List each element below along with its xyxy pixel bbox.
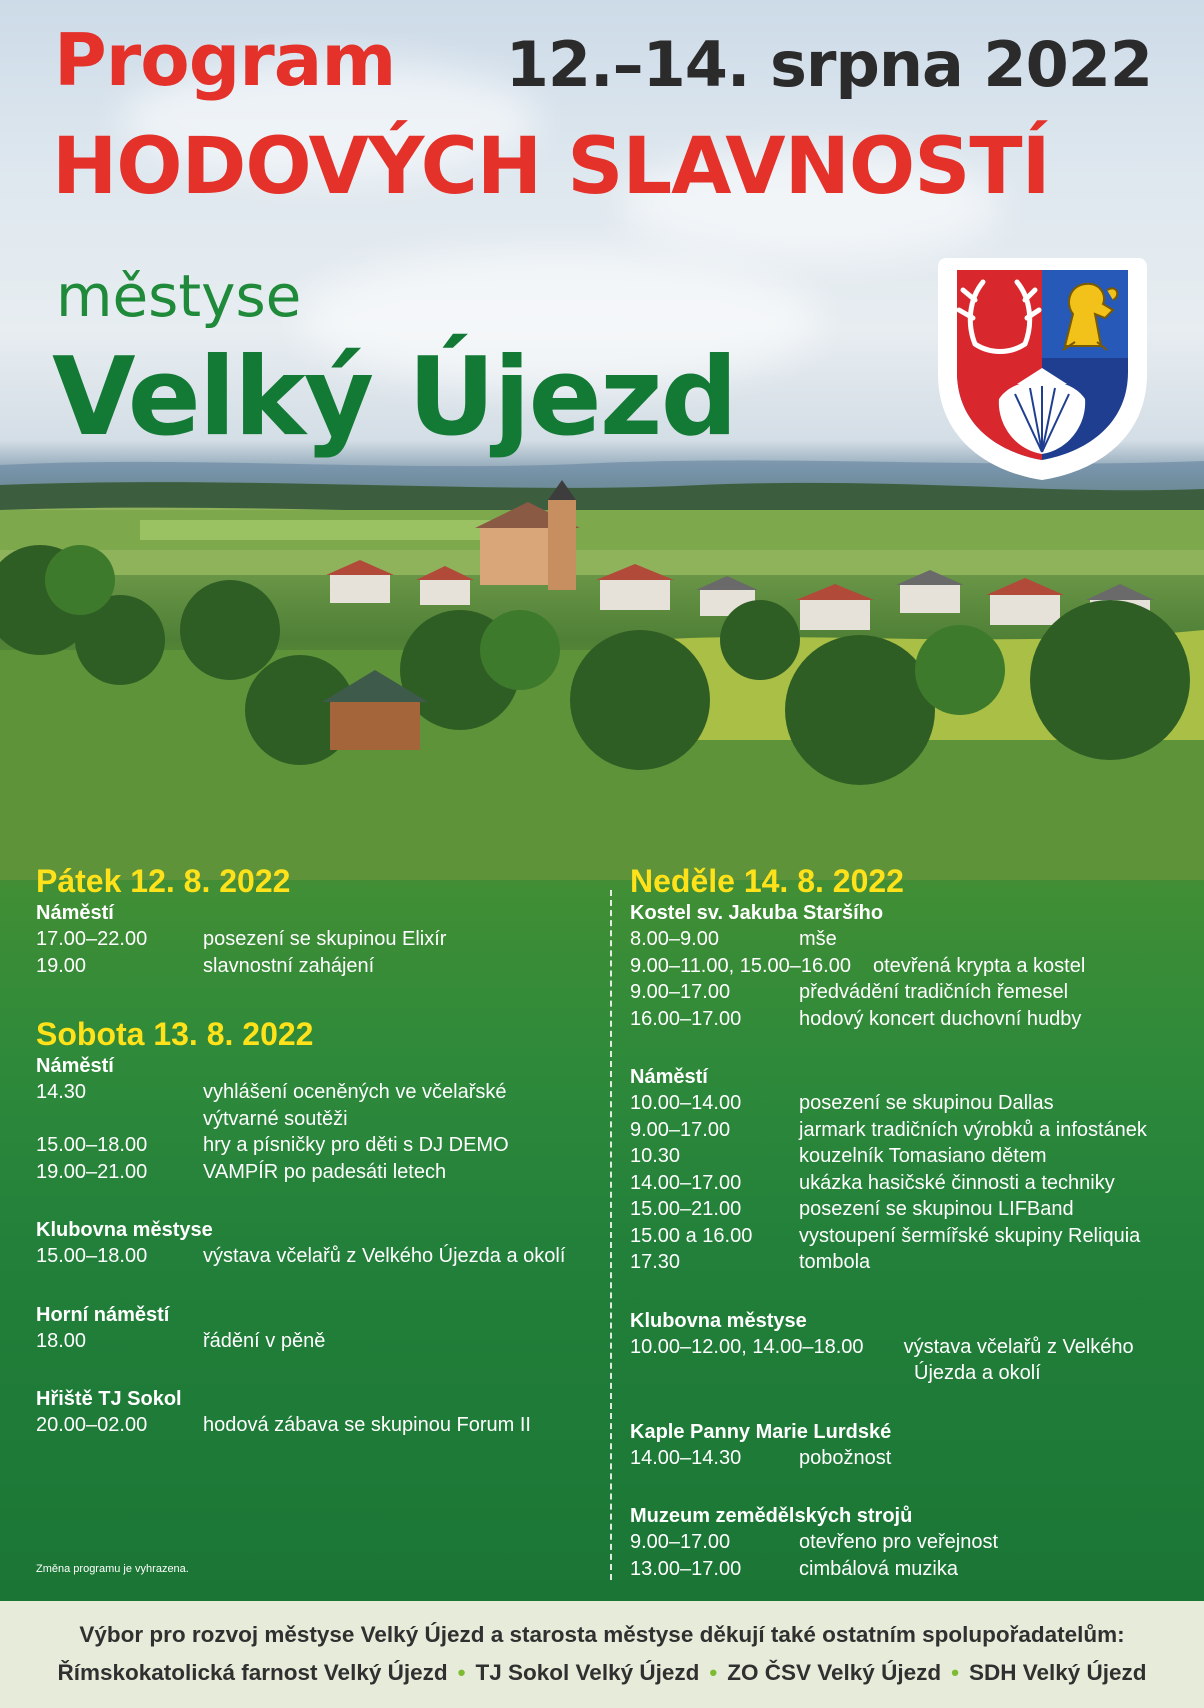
event-time: 14.00–17.00	[630, 1171, 742, 1194]
event-time: 18.00	[36, 1329, 87, 1352]
event-desc: mše	[799, 928, 837, 950]
event-desc: posezení se skupinou Elixír	[203, 928, 447, 950]
event-desc: hodová zábava se skupinou Forum II	[203, 1414, 531, 1436]
event-time: 15.00–18.00	[36, 1134, 148, 1156]
schedule-row	[630, 1529, 1190, 1556]
event-desc: kouzelník Tomasiano dětem	[799, 1145, 1047, 1167]
event-desc: slavnostní zahájení	[203, 954, 375, 977]
event-time: 15.00–18.00	[36, 1245, 148, 1267]
event-desc: hodový koncert duchovní hudby	[799, 1007, 1082, 1030]
schedule-row	[630, 1556, 1190, 1583]
event-time: 17.30	[630, 1251, 681, 1273]
venue-heading: Náměstí	[36, 1055, 114, 1077]
footer-band	[0, 1601, 1204, 1708]
schedule-row	[630, 1143, 1190, 1170]
event-time: 14.00–14.30	[630, 1446, 742, 1469]
schedule-row	[630, 1334, 1190, 1361]
schedule-row	[36, 1132, 606, 1159]
event-desc: vystoupení šermířské skupiny Reliquia	[799, 1224, 1141, 1247]
program-change-note: Změna programu je vyhrazena.	[36, 1563, 189, 1575]
column-divider	[610, 890, 612, 1580]
schedule-row	[630, 1006, 1190, 1033]
partner-list	[0, 1660, 1204, 1686]
bullet-icon: •	[951, 1660, 959, 1685]
schedule-row	[630, 926, 1190, 953]
bullet-icon: •	[457, 1660, 466, 1685]
event-desc: otevřeno pro veřejnost	[799, 1531, 999, 1553]
venue-heading: Kaple Panny Marie Lurdské	[630, 1420, 892, 1443]
program-left-column	[36, 862, 606, 1439]
event-time: 10.00–14.00	[630, 1092, 742, 1114]
event-time: 9.00–11.00, 15.00–16.00	[630, 954, 851, 977]
schedule-row	[36, 953, 606, 980]
event-desc: otevřená krypta a kostel	[872, 954, 1086, 977]
festival-dates: 12.–14. srpna 2022	[505, 28, 1152, 101]
venue-heading: Hřiště TJ Sokol	[36, 1388, 182, 1410]
schedule-row	[630, 1445, 1190, 1472]
schedule-row	[36, 1106, 606, 1133]
bullet-icon: •	[709, 1660, 718, 1685]
event-time: 8.00–9.00	[630, 928, 719, 950]
event-time: 20.00–02.00	[36, 1414, 148, 1436]
day-heading-sunday: Neděle 14. 8. 2022	[630, 863, 904, 899]
program-label: Program	[54, 18, 396, 102]
event-desc: předvádění tradičních řemesel	[799, 981, 1069, 1003]
event-desc: posezení se skupinou Dallas	[799, 1092, 1054, 1114]
partner-name: Římskokatolická farnost Velký Újezd	[57, 1660, 448, 1685]
venue-heading: Náměstí	[36, 902, 114, 924]
event-desc: VAMPÍR po padesáti letech	[203, 1160, 447, 1183]
event-desc: hry a písničky pro děti s DJ DEMO	[203, 1134, 509, 1156]
event-desc: ukázka hasičské činnosti a techniky	[799, 1171, 1115, 1194]
schedule-row	[36, 926, 606, 953]
venue-heading: Klubovna městyse	[630, 1309, 807, 1332]
schedule-row	[36, 1159, 606, 1186]
schedule-row	[36, 1243, 606, 1270]
event-time: 13.00–17.00	[630, 1557, 742, 1580]
event-time: 19.00	[36, 954, 87, 977]
event-desc: vyhlášení oceněných ve včelařské	[203, 1081, 507, 1103]
event-time: 9.00–17.00	[630, 1118, 731, 1141]
event-time: 16.00–17.00	[630, 1007, 742, 1030]
event-desc: řádění v pěně	[203, 1329, 326, 1352]
program-right-column	[630, 862, 1190, 1582]
schedule-row	[36, 1079, 606, 1106]
event-desc: posezení se skupinou LIFBand	[799, 1198, 1074, 1220]
schedule-row	[630, 1196, 1190, 1223]
event-time: 17.00–22.00	[36, 928, 148, 950]
schedule-row	[36, 1412, 606, 1439]
venue-heading: Horní náměstí	[36, 1303, 170, 1326]
schedule-row	[630, 1090, 1190, 1117]
event-time	[36, 1106, 203, 1133]
venue-heading: Muzeum zemědělských strojů	[630, 1505, 913, 1527]
venue-heading: Náměstí	[630, 1066, 708, 1088]
day-heading-friday: Pátek 12. 8. 2022	[36, 863, 291, 899]
schedule-row	[630, 1170, 1190, 1197]
event-time	[630, 1360, 914, 1387]
event-desc: tombola	[799, 1251, 871, 1273]
partner-name: ZO ČSV Velký Újezd	[727, 1660, 942, 1685]
venue-heading: Klubovna městyse	[36, 1219, 213, 1241]
partner-name: TJ Sokol Velký Újezd	[475, 1660, 700, 1685]
municipality-type: městyse	[56, 262, 302, 330]
event-desc: pobožnost	[799, 1446, 892, 1469]
event-desc: Újezda a okolí	[914, 1362, 1041, 1384]
event-time: 9.00–17.00	[630, 1531, 731, 1553]
event-time: 14.30	[36, 1081, 87, 1103]
event-desc: výstava včelařů z Velkého	[903, 1335, 1134, 1358]
event-time: 15.00 a 16.00	[630, 1224, 753, 1247]
event-desc: výtvarné soutěži	[203, 1107, 348, 1130]
event-time: 9.00–17.00	[630, 981, 731, 1003]
schedule-row	[630, 1223, 1190, 1250]
event-desc: jarmark tradičních výrobků a infostánek	[799, 1118, 1147, 1141]
footer-thanks: Výbor pro rozvoj městyse Velký Újezd a starosta městyse děkují také ostatním spolupořadatelům:	[79, 1622, 1125, 1647]
venue-heading: Kostel sv. Jakuba Staršího	[630, 902, 884, 924]
event-time: 10.30	[630, 1145, 681, 1167]
schedule-row	[630, 1360, 1190, 1387]
event-desc: výstava včelařů z Velkého Újezda a okolí	[203, 1245, 566, 1267]
event-time: 19.00–21.00	[36, 1160, 148, 1183]
festival-title: HODOVÝCH SLAVNOSTÍ	[52, 122, 1050, 212]
schedule-row	[630, 953, 1190, 980]
partner-name: SDH Velký Újezd	[968, 1660, 1147, 1685]
village-landscape	[0, 480, 1204, 880]
event-time: 10.00–12.00, 14.00–18.00	[630, 1335, 864, 1358]
schedule-row	[630, 1117, 1190, 1144]
town-name: Velký Újezd	[52, 335, 736, 460]
event-time: 15.00–21.00	[630, 1198, 742, 1220]
schedule-row	[36, 1328, 606, 1355]
coat-of-arms-icon	[935, 254, 1150, 484]
schedule-row	[630, 1249, 1190, 1276]
event-desc: cimbálová muzika	[799, 1557, 958, 1580]
schedule-row	[630, 979, 1190, 1006]
day-heading-saturday: Sobota 13. 8. 2022	[36, 1016, 314, 1052]
